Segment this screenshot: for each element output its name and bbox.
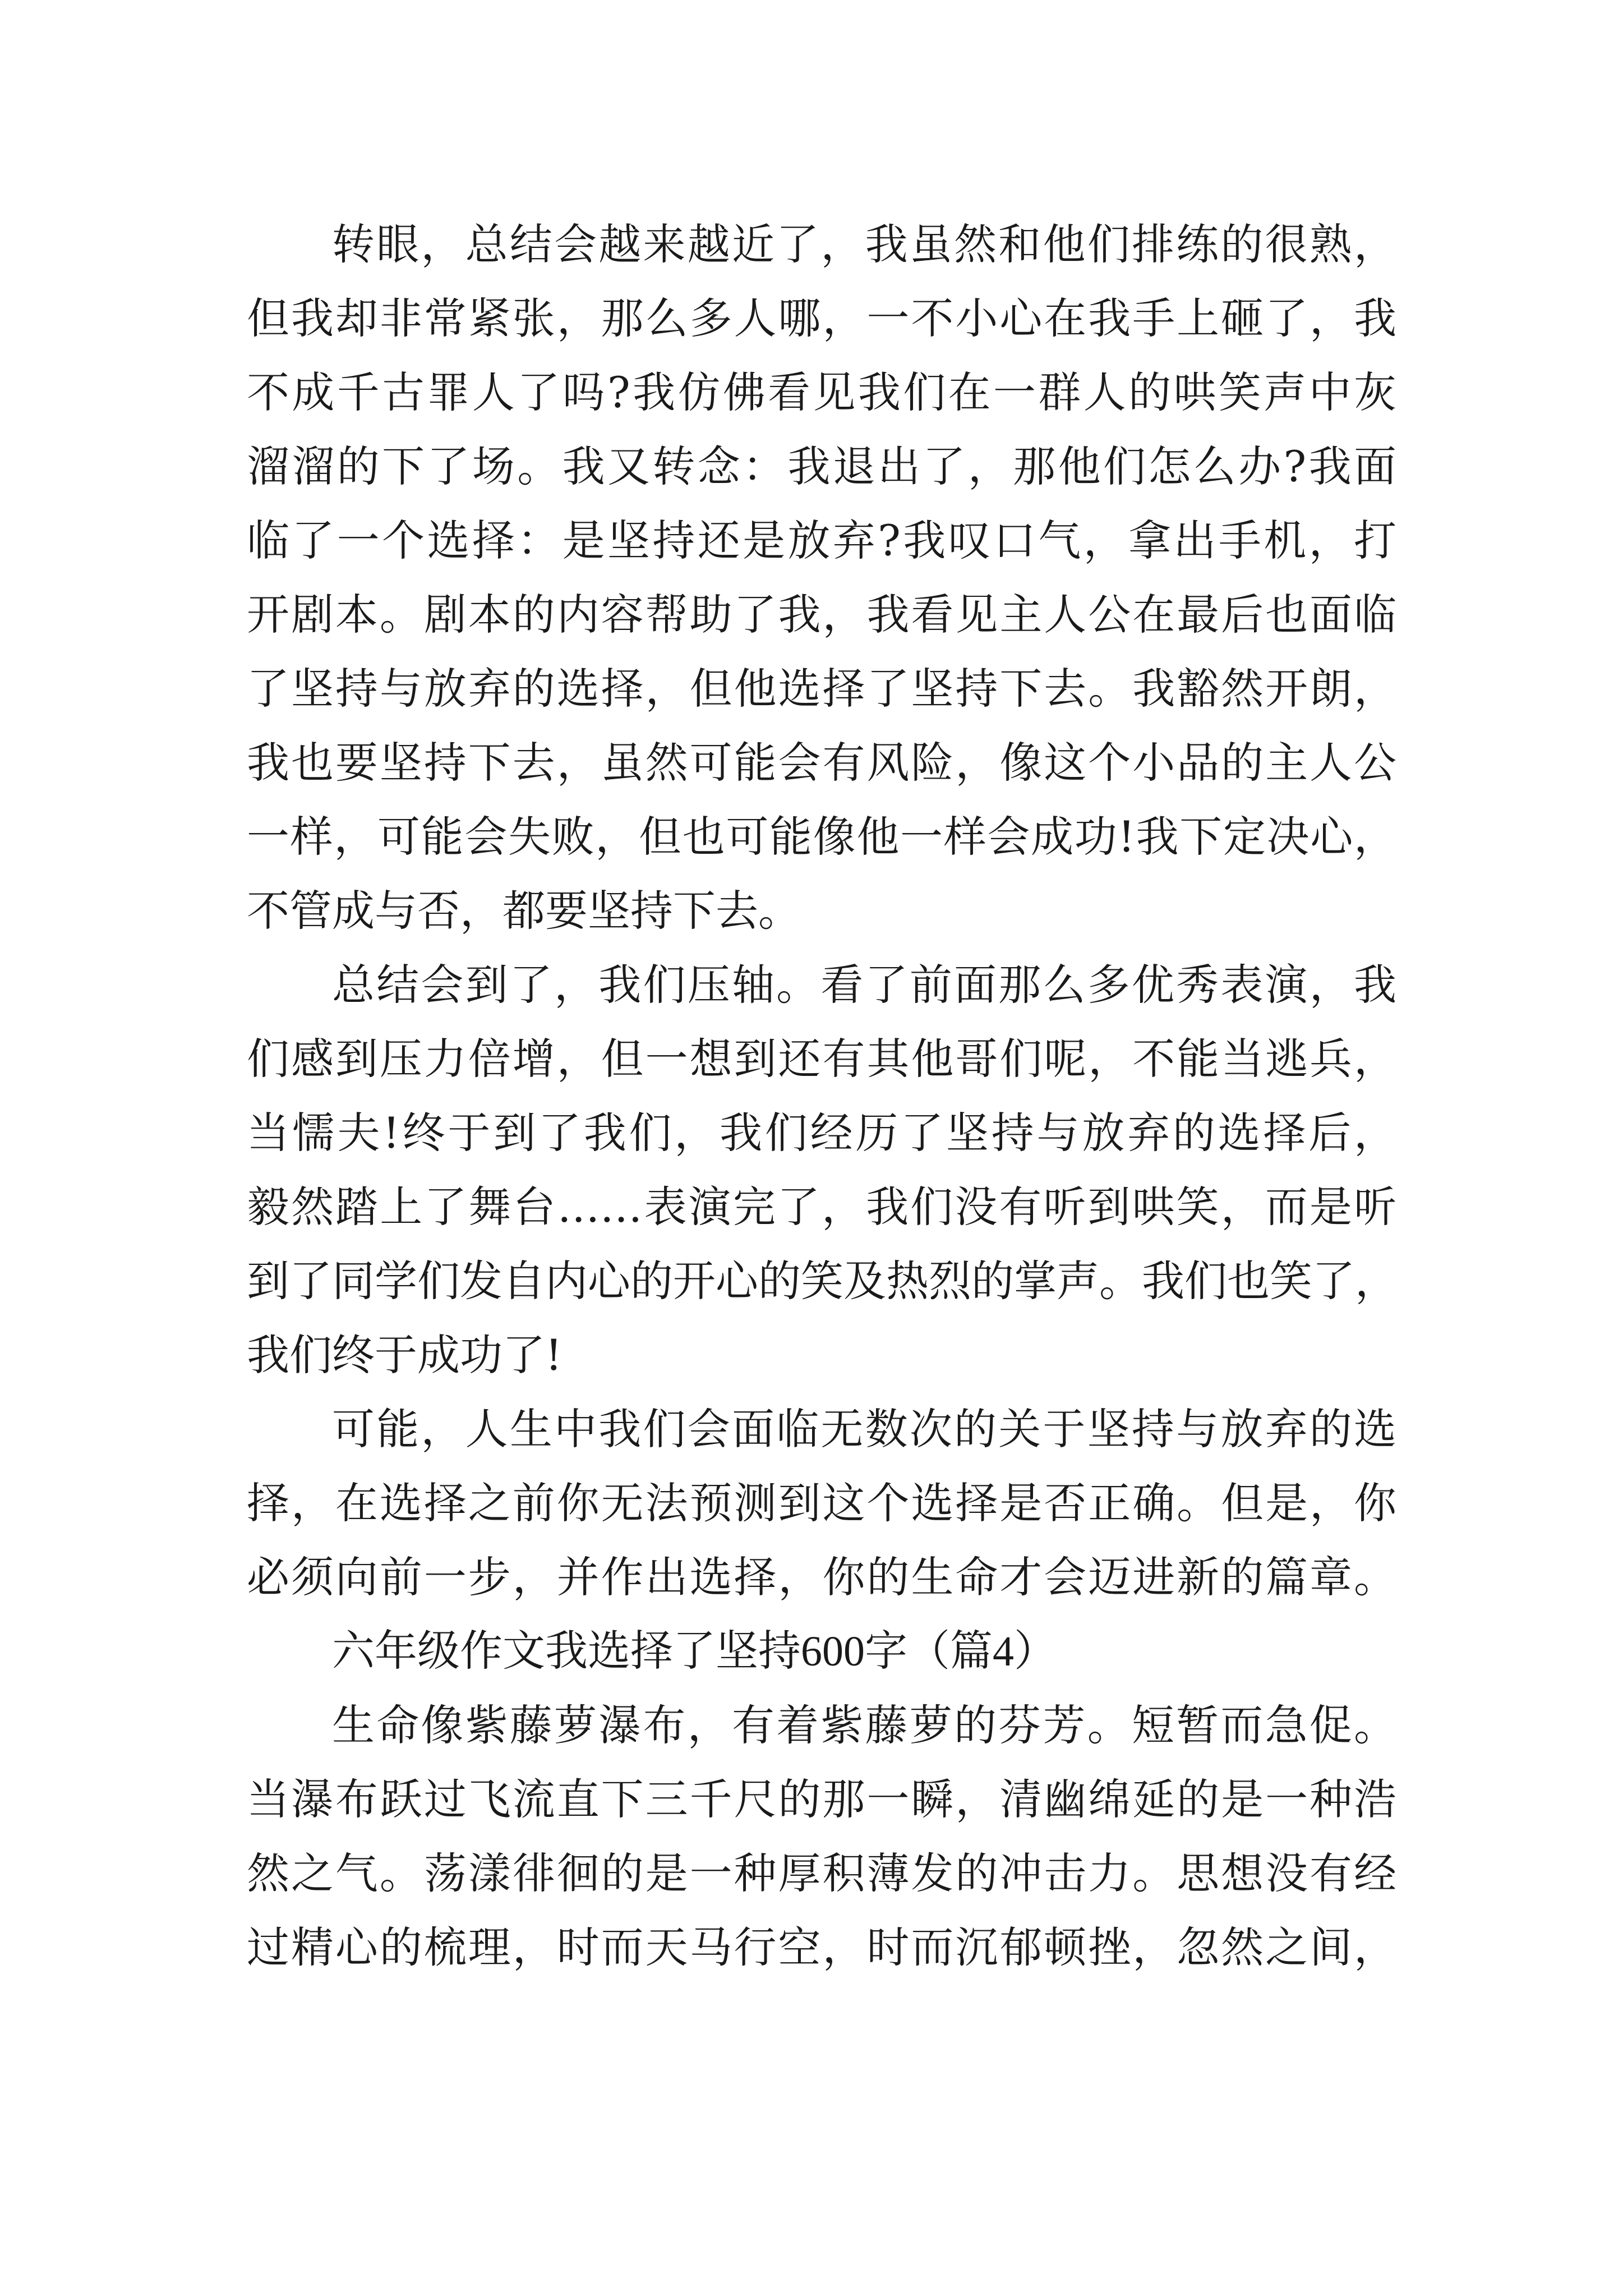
text-line: 不成千古罪人了吗?我仿佛看见我们在一群人的哄笑声中灰 bbox=[247, 367, 1396, 417]
text-line: 可能，人生中我们会面临无数次的关于坚持与放弃的选 bbox=[332, 1404, 1396, 1454]
paragraph-3 bbox=[247, 1392, 1396, 1614]
text-line: 总结会到了，我们压轴。看了前面那么多优秀表演，我 bbox=[332, 960, 1396, 1010]
document-body bbox=[247, 208, 1396, 1985]
section-heading: 六年级作文我选择了坚持600字（篇4） bbox=[332, 1628, 1057, 1675]
text-line: 了坚持与放弃的选择，但他选择了坚持下去。我豁然开朗， bbox=[247, 664, 1396, 714]
text-line: 当瀑布跃过飞流直下三千尺的那一瞬，清幽绵延的是一种浩 bbox=[247, 1774, 1396, 1824]
text-line: 到了同学们发自内心的开心的笑及热烈的掌声。我们也笑了， bbox=[247, 1256, 1398, 1306]
text-line: 不管成与否，都要坚持下去。 bbox=[247, 886, 801, 936]
text-line: 择，在选择之前你无法预测到这个选择是否正确。但是，你 bbox=[247, 1478, 1396, 1528]
text-line: 我也要坚持下去，虽然可能会有风险，像这个小品的主人公 bbox=[247, 738, 1396, 788]
text-line: 必须向前一步，并作出选择，你的生命才会迈进新的篇章。 bbox=[247, 1552, 1396, 1602]
text-line: 转眼，总结会越来越近了，我虽然和他们排练的很熟， bbox=[332, 219, 1396, 269]
text-line: 一样，可能会失败，但也可能像他一样会成功!我下定决心， bbox=[247, 812, 1396, 862]
text-line: 然之气。荡漾徘徊的是一种厚积薄发的冲击力。思想没有经 bbox=[247, 1848, 1396, 1898]
paragraph-4 bbox=[247, 1688, 1396, 1985]
paragraph-1 bbox=[247, 208, 1396, 948]
text-line: 生命像紫藤萝瀑布，有着紫藤萝的芬芳。短暂而急促。 bbox=[332, 1700, 1396, 1750]
text-line: 溜溜的下了场。我又转念：我退出了，那他们怎么办?我面 bbox=[247, 441, 1396, 491]
text-line: 们感到压力倍增，但一想到还有其他哥们呢，不能当逃兵， bbox=[247, 1034, 1396, 1084]
text-line: 临了一个选择：是坚持还是放弃?我叹口气，拿出手机，打 bbox=[247, 516, 1396, 565]
text-line: 我们终于成功了! bbox=[247, 1330, 562, 1380]
text-line: 但我却非常紧张，那么多人哪，一不小心在我手上砸了，我 bbox=[247, 293, 1396, 343]
text-line: 毅然踏上了舞台……表演完了，我们没有听到哄笑，而是听 bbox=[247, 1182, 1396, 1232]
text-line: 当懦夫!终于到了我们，我们经历了坚持与放弃的选择后， bbox=[247, 1108, 1396, 1158]
text-line: 过精心的梳理，时而天马行空，时而沉郁顿挫，忽然之间， bbox=[247, 1922, 1396, 1972]
text-line: 开剧本。剧本的内容帮助了我，我看见主人公在最后也面临 bbox=[247, 590, 1396, 639]
paragraph-2 bbox=[247, 948, 1396, 1392]
